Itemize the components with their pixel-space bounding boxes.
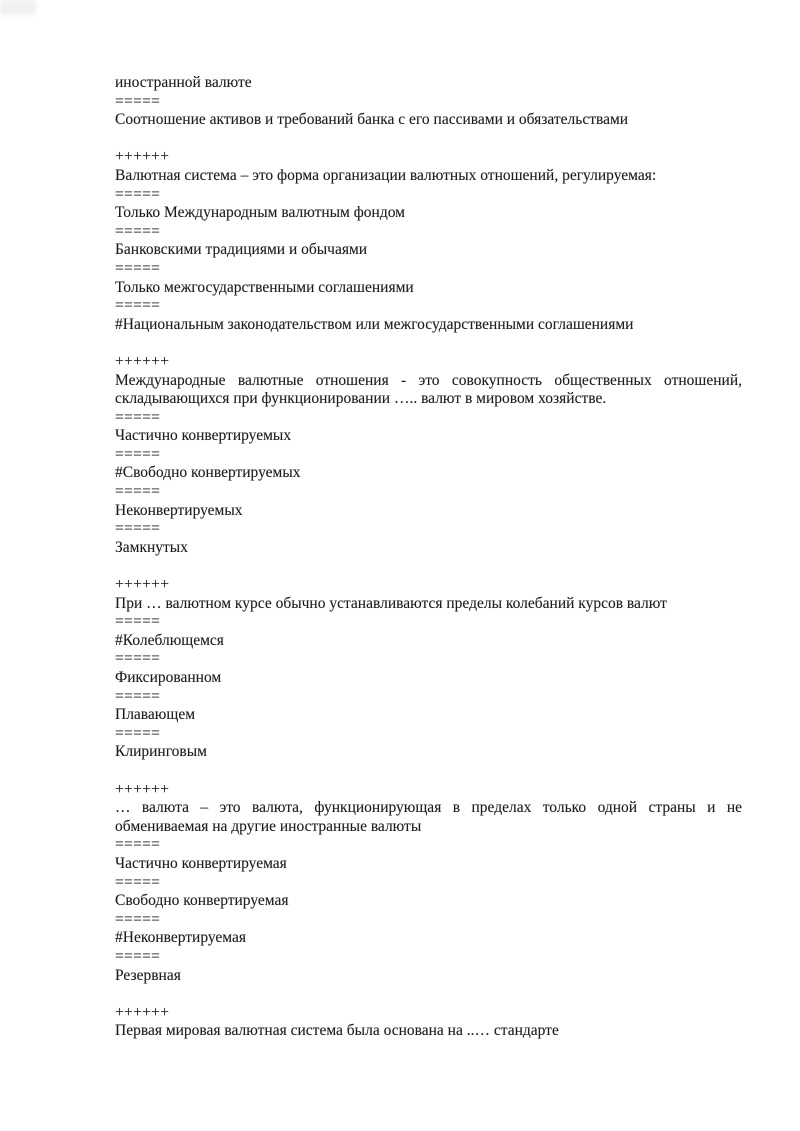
answer-text-line: Неконвертируемых [115, 501, 243, 519]
question-text-line: … валюта – это валюта, функционирующая в пределах только одной страны и не [115, 799, 742, 817]
blank-line [115, 557, 742, 576]
answer-text-line: Частично конвертируемых [115, 427, 292, 445]
answer-separator-line: ===== [115, 297, 161, 315]
question-marker-line: ++++++ [115, 148, 170, 166]
answer-text-line: Частично конвертируемая [115, 854, 287, 872]
answer-text-line: Свободно конвертируемая [115, 892, 289, 910]
document-content [115, 74, 742, 1041]
answer-text-line: Резервная [115, 966, 181, 984]
question-marker-line: ++++++ [115, 780, 170, 798]
answer-separator-line: ===== [115, 836, 161, 854]
answer-text-line: Банковскими традициями и обычаями [115, 241, 368, 259]
question-text-line: обмениваемая на другие иностранные валюты [115, 817, 422, 835]
continuation-text-line: иностранной валюте [115, 74, 252, 91]
answer-text-line: Фиксированном [115, 669, 222, 686]
answer-separator-line: ===== [115, 910, 161, 928]
answer-separator-line: ===== [115, 408, 161, 426]
answer-separator-line: ===== [115, 947, 161, 965]
answer-text-line: Замкнутых [115, 538, 188, 556]
answer-separator-line: ===== [115, 687, 161, 705]
answer-separator-line: ===== [115, 185, 161, 203]
answer-separator-line: ===== [115, 650, 161, 668]
answer-separator-line: ===== [115, 873, 161, 891]
answer-separator-line: ===== [115, 222, 161, 240]
answer-text-line: #Колеблющемся [115, 631, 224, 649]
answer-separator-line: ===== [115, 613, 161, 631]
question-marker-line: ++++++ [115, 1003, 170, 1021]
answer-separator-line: ===== [115, 445, 161, 463]
question-marker-line: ++++++ [115, 352, 170, 370]
answer-separator-line: ===== [115, 92, 161, 110]
answer-text-line: Клиринговым [115, 743, 207, 761]
answer-text-line: #Национальным законодательством или межгосударственными соглашениями [115, 315, 634, 333]
question-text-line: Первая мировая валютная система была основана на ..… стандарте [115, 1022, 559, 1040]
question-text-line: Международные валютные отношения - это совокупность общественных отношений, [115, 371, 742, 389]
question-marker-line: ++++++ [115, 576, 170, 594]
blank-line [115, 762, 742, 781]
blank-line [115, 985, 742, 1004]
blank-line [115, 130, 742, 149]
answer-separator-line: ===== [115, 724, 161, 742]
answer-text-line: Плавающем [115, 706, 196, 724]
answer-text-line: #Неконвертируемая [115, 929, 247, 947]
answer-text-line: Только Международным валютным фондом [115, 204, 405, 222]
question-text-line: складывающихся при функционировании ….. валют в мировом хозяйстве. [115, 390, 607, 408]
question-text-line: Валютная система – это форма организации валютных отношений, регулируемая: [115, 166, 657, 184]
answer-text-line: Только межгосударственными соглашениями [115, 278, 414, 296]
answer-text-line: Соотношение активов и требований банка с его пассивами и обязательствами [115, 111, 629, 129]
answer-separator-line: ===== [115, 259, 161, 277]
answer-text-line: #Свободно конвертируемых [115, 464, 301, 482]
blank-line [115, 334, 742, 353]
scan-artifact [0, 0, 36, 15]
answer-separator-line: ===== [115, 520, 161, 538]
question-text-line: При … валютном курсе обычно устанавливаются пределы колебаний курсов валют [115, 594, 667, 612]
answer-separator-line: ===== [115, 483, 161, 501]
